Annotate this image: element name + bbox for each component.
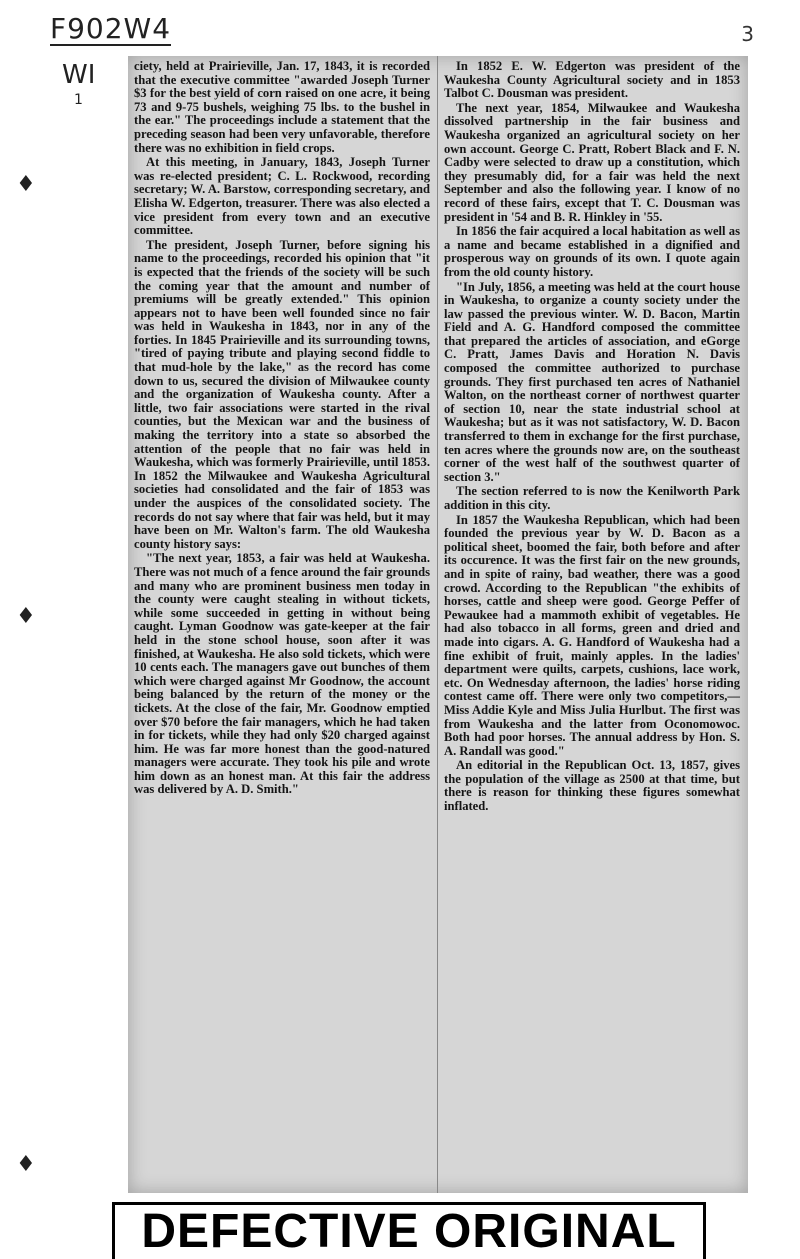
newspaper-clipping <box>128 56 748 1193</box>
paragraph: The president, Joseph Turner, before signing his name to the proceedings, recorded his opinion that "it is expected that the friends of the society will be such the coming year that the amount and number of premiums will be greatly extended." This opinion appears not to have been well founded since no fair was held in Waukesha in 1843, nor in any of the forties. In 1845 Prairieville and its surrounding towns, "tired of paying tribute and playing second fiddle to that mud-hole by the lake," as the record has come down to us, secured the division of Milwaukee county and the organization of Waukesha county. After a little, two fair associations were started in the rival counties, but the Mexican war and the business of making the territory into a state so absorbed the attention of the people that no fair was held in Waukesha, which was formerly Prairieville, until 1853. In 1852 the Milwaukee and Waukesha Agricultural societies had consolidated and the fair of 1853 was under the auspices of the consolidated society. The records do not say where that fair was held, but it may have been on Mr. Walton's farm. The old Waukesha county history says: <box>134 237 430 551</box>
left-column <box>134 60 430 798</box>
paragraph: In 1856 the fair acquired a local habitation as well as a name and became established in a dignified and prosperous way on grounds of its own. I quote again from the old county history. <box>444 224 740 279</box>
paragraph: In 1852 E. W. Edgerton was president of the Waukesha County Agricultural society and in 1853 Talbot C. Dousman was president. <box>444 59 740 101</box>
page-number: 3 <box>741 22 754 46</box>
right-column <box>444 60 740 815</box>
paragraph: ciety, held at Prairieville, Jan. 17, 1843, it is recorded that the executive committee "awarded Joseph Turner $3 for the best yield of corn raised on one acre, it being 73 and 9-75 bushels, weighing 75 lbs. to the bushel in the ear." The proceedings include a statement that the preceding season had been very unfavorable, therefore there was no exhibition in field crops. <box>134 59 430 155</box>
handwritten-catalog-id: F902W4 <box>50 12 172 45</box>
column-divider <box>437 56 438 1193</box>
paragraph: In 1857 the Waukesha Republican, which had been founded the previous year by W. D. Bacon as a political sheet, boomed the fair, both before and after its occurence. It was the first fair on the new grounds, and in spite of rainy, bad weather, there was a good crowd. According to the Republican "the exhibits of horses, cattle and sheep were good. George Peffer of Pewaukee had a mammoth exhibit of vegetables. He had also tobacco in all forms, green and dried and made into cigars. A. G. Handford of Waukesha had a fine exhibit of fruit, mainly apples. In the ladies' department were quilts, carpets, cushions, lace work, etc. On Wednesday afternoon, the ladies' horse riding contest came off. There were only two competitors,—Miss Addie Kyle and Miss Julia Hurlbut. The first was from Waukesha and the latter from Oconomowoc. Both had poor horses. The annual address by Hon. S. A. Randall was good." <box>444 512 740 758</box>
paragraph: At this meeting, in January, 1843, Joseph Turner was re-elected president; C. L. Rockwood, recording secretary; W. A. Barstow, corresponding secretary, and Elisha W. Edgerton, treasurer. There was also elected a vice president from every town and an executive committee. <box>134 155 430 238</box>
paragraph: The next year, 1854, Milwaukee and Waukesha dissolved partnership in the fair business and Waukesha organized an agricultural society on her own account. George C. Pratt, Robert Black and F. N. Cadby were selected to draw up a constitution, which they presumably did, for a fair was held the next September and also the following year. I know of no record of these fairs, except that T. C. Dousman was president in '54 and B. R. Hinkley in '55. <box>444 100 740 224</box>
paragraph: An editorial in the Republican Oct. 13, 1857, gives the population of the village as 2500 at that time, but there is reason for thinking these figures somewhat inflated. <box>444 758 740 814</box>
paragraph: The section referred to is now the Kenilworth Park addition in this city. <box>444 484 740 512</box>
paragraph: "In July, 1856, a meeting was held at the court house in Waukesha, to organize a county society under the law passed the previous winter. W. D. Bacon, Martin Field and A. G. Handford composed the committee that prepared the articles of association, and eGorge C. Pratt, James Davis and Horation N. Davis composed the committee authorized to purchase grounds. They first purchased ten acres of Nathaniel Walton, on the northeast corner of northwest quarter of section 10, near the state industrial school at Waukesha; but as it was not satisfactory, W. D. Bacon transferred to them in exchange for the first purchase, ten acres where the grounds now are, on the southeast corner of the west half of the southwest quarter of section 3." <box>444 279 740 484</box>
margin-mark: ♦ <box>16 1152 36 1177</box>
paragraph: "The next year, 1853, a fair was held at Waukesha. There was not much of a fence around the fair grounds and many who are prominent business men today in the county were caught stealing in without tickets, while some succeeded in getting in without being caught. Lyman Goodnow was gate-keeper at the fair held in the stone school house, soon after it was finished, at Waukesha. He also sold tickets, which were 10 cents each. The managers gave out bunches of them which were charged against Mr Goodnow, the account being balanced by the return of the money or the tickets. At the close of the fair, Mr. Goodnow emptied over $70 before the fair managers, which he had taken in for tickets, while they had only $20 charged against him. He was far more honest than the good-natured managers were accurate. They took his pile and wrote him down as an honest man. At this fair the address was delivered by A. D. Smith." <box>134 551 430 797</box>
handwritten-sub-mark: 1 <box>74 92 83 108</box>
margin-mark: ♦ <box>16 172 36 197</box>
handwritten-state-code: WI <box>62 60 96 90</box>
margin-mark: ♦ <box>16 604 36 629</box>
stamp-text: DEFECTIVE ORIGINAL <box>141 1205 677 1258</box>
defective-original-stamp <box>112 1202 706 1259</box>
